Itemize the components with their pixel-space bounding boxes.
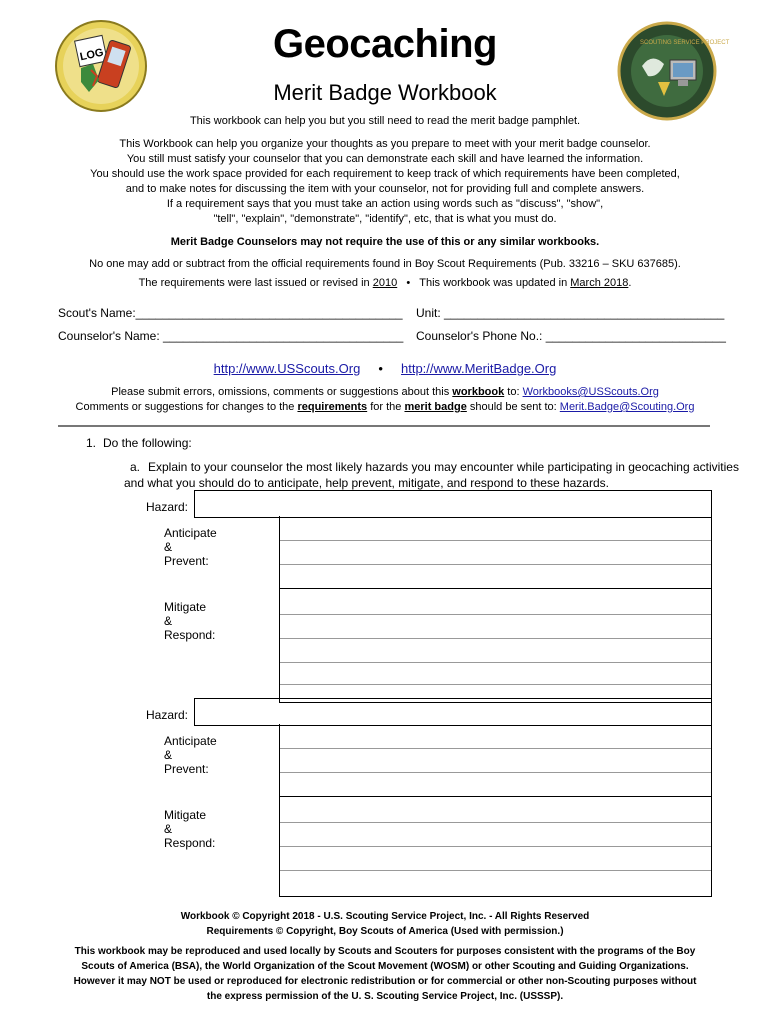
issued-prefix: The requirements were last issued or revised in [138, 277, 373, 289]
footer-copyright: Workbook © Copyright 2018 - U.S. Scouting Service Project, Inc. - All Rights Reserved [180, 911, 590, 922]
scout-name-field[interactable]: Scout's Name:________________________________________ [58, 306, 403, 320]
hazard-label: Hazard: [146, 708, 189, 722]
anticipate-label: Anticipate & Prevent: [164, 526, 217, 568]
badge-ring-text: SCOUTING SERVICE PROJECT [640, 40, 730, 46]
links-row [0, 361, 770, 376]
requirement-text: Do the following: [103, 436, 192, 450]
response-box[interactable] [279, 724, 712, 897]
mitigate-label: Mitigate & Respond: [164, 600, 216, 642]
mitigate-label: Mitigate & Respond: [164, 808, 216, 850]
intro-para-line: You still must satisfy your counselor that you can demonstrate each skill and have learned the information. [126, 153, 644, 165]
page-subtitle: Merit Badge Workbook [273, 80, 497, 105]
submit-text: should be sent to: [466, 401, 560, 413]
intro-para-line: This Workbook can help you organize your thoughts as you prepare to meet with your merit badge counselor. [119, 138, 651, 150]
intro-para-line: and to make notes for discussing the item with your counselor, not for providing full and complete answers. [125, 183, 645, 195]
add-subtract-notice: No one may add or subtract from the official requirements found in Boy Scout Requirements (Pub. 33216 – SKU 637685). [89, 258, 681, 270]
sub-requirement-letter: a. [130, 460, 141, 474]
intro-paragraph [0, 137, 770, 227]
submit-text: to: [504, 386, 523, 398]
hazard-input[interactable] [194, 698, 712, 726]
hazard-input[interactable] [194, 490, 712, 518]
footer-requirements-copyright: Requirements © Copyright, Boy Scouts of America (Used with permission.) [206, 926, 564, 937]
unit-field[interactable]: Unit: __________________________________________ [416, 306, 725, 320]
submit-line-2 [0, 400, 770, 415]
updated-suffix: . [628, 277, 632, 289]
updated-prefix: This workbook was updated in [419, 277, 571, 289]
counselor-phone-field[interactable]: Counselor's Phone No.: ___________________________ [416, 329, 726, 343]
link-bullet: • [378, 361, 383, 376]
merit-badge-email-link[interactable]: Merit.Badge@Scouting.Org [559, 401, 695, 413]
submit-text: for the [367, 401, 405, 413]
response-box[interactable] [279, 516, 712, 703]
footer-usage: This workbook may be reproduced and used locally by Scouts and Scouters for purposes consistent with the programs of the Boy [74, 946, 696, 957]
sub-requirement-text-1: Explain to your counselor the most likely hazards you may encounter while participating in geocaching activities [148, 460, 739, 474]
issued-year: 2010 [372, 277, 398, 289]
counselor-notice: Merit Badge Counselors may not require the use of this or any similar workbooks. [170, 236, 600, 248]
footer-usage: Scouts of America (BSA), the World Organization of the Scout Movement (WOSM) or other Scouting and Guiding Organizations. [81, 961, 689, 972]
divider [58, 425, 710, 427]
submit-workbook: workbook [452, 386, 505, 398]
submit-requirements: requirements [297, 401, 368, 413]
submit-line-1 [0, 385, 770, 400]
updated-date: March 2018 [570, 277, 629, 289]
intro-para-line: You should use the work space provided for each requirement to keep track of which requirements have been completed, [90, 168, 680, 180]
meritbadge-link[interactable]: http://www.MeritBadge.Org [401, 361, 557, 376]
counselor-name-field[interactable]: Counselor's Name: ____________________________________ [58, 329, 404, 343]
intro-para-line: If a requirement says that you must take an action using words such as "discuss", "show", [166, 198, 604, 210]
sub-requirement-text-2: and what you should do to anticipate, help prevent, mitigate, and respond to these hazards. [124, 476, 609, 490]
footer-usage: the express permission of the U. S. Scouting Service Project, Inc. (USSSP). [206, 991, 564, 1002]
intro-line: This workbook can help you but you still need to read the merit badge pamphlet. [189, 115, 581, 127]
submit-text: Comments or suggestions for changes to the [75, 401, 298, 413]
anticipate-label: Anticipate & Prevent: [164, 734, 217, 776]
footer [0, 909, 770, 1004]
revision-line [0, 276, 770, 291]
intro-para-line: "tell", "explain", "demonstrate", "identify", etc, that is what you must do. [213, 213, 557, 225]
usscouts-link[interactable]: http://www.USScouts.Org [213, 361, 361, 376]
submit-merit-badge: merit badge [404, 401, 467, 413]
hazard-label: Hazard: [146, 500, 189, 514]
page-title: Geocaching [273, 22, 497, 66]
requirement-number: 1. [86, 436, 97, 450]
badge-log-text: LOG [78, 46, 105, 64]
workbooks-email-link[interactable]: Workbooks@USScouts.Org [522, 386, 659, 398]
bullet: • [406, 277, 411, 289]
footer-usage: However it may NOT be used or reproduced for electronic redistribution or for commercial or other non-Scouting purposes without [73, 976, 697, 987]
submit-text: Please submit errors, omissions, comments or suggestions about this [111, 386, 453, 398]
